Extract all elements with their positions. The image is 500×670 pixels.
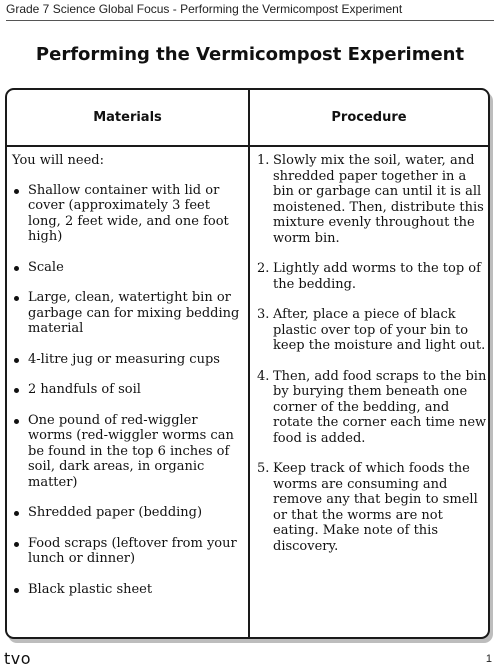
bullet-icon	[14, 189, 19, 194]
material-text: Shallow container with lid or cover (approximately 3 feet long, 2 feet wide, and one foot high)	[28, 182, 229, 244]
step-text: Then, add food scraps to the bin by burying them beneath one corner of the bedding, and rotate the corner each time new food is added.	[273, 368, 487, 446]
experiment-table	[5, 88, 490, 639]
bullet-icon	[14, 588, 19, 593]
procedure-cell	[257, 153, 489, 569]
bullet-icon	[14, 296, 19, 301]
material-text: 2 handfuls of soil	[28, 382, 141, 397]
bullet-icon	[14, 419, 19, 424]
list-item	[12, 290, 244, 337]
procedure-list	[257, 153, 489, 554]
material-text: One pound of red-wiggler worms (red-wiggler worms can be found in the top 6 inches of soil, dark areas, in organic matter)	[28, 412, 234, 490]
table-header-row	[7, 90, 488, 147]
list-item	[12, 582, 244, 598]
bullet-icon	[14, 388, 19, 393]
list-item	[12, 260, 244, 276]
page-number: 1	[485, 653, 492, 665]
list-item	[12, 382, 244, 398]
material-text: 4-litre jug or measuring cups	[28, 351, 220, 367]
page-header: Grade 7 Science Global Focus - Performing the Vermicompost Experiment	[6, 2, 403, 16]
list-item	[12, 413, 244, 491]
list-item	[257, 461, 489, 554]
materials-header: Materials	[93, 110, 162, 125]
tvo-logo: tvo	[4, 649, 32, 668]
list-item	[257, 307, 489, 354]
bullet-icon	[14, 511, 19, 516]
material-text: Black plastic sheet	[28, 581, 153, 597]
list-item	[257, 153, 489, 246]
list-item	[257, 261, 489, 292]
step-number: 5.	[257, 461, 270, 476]
procedure-header: Procedure	[331, 110, 407, 125]
bullet-icon	[14, 358, 19, 363]
material-text: Shredded paper (bedding)	[28, 505, 203, 520]
bullet-icon	[14, 266, 19, 271]
step-text: After, place a piece of black plastic over top of your bin to keep the moisture and light out.	[273, 307, 486, 353]
column-divider	[248, 90, 250, 637]
step-number: 4.	[257, 368, 270, 384]
bullet-icon	[14, 542, 19, 547]
materials-cell	[12, 153, 244, 612]
list-item	[12, 352, 244, 368]
step-text: Lightly add worms to the top of the bedding.	[273, 261, 481, 292]
step-number: 1.	[257, 153, 270, 168]
list-item	[12, 536, 244, 567]
step-number: 2.	[257, 261, 270, 276]
step-number: 3.	[257, 307, 270, 322]
material-text: Large, clean, watertight bin or garbage can for mixing bedding material	[28, 290, 240, 336]
list-item	[12, 505, 244, 521]
materials-intro: You will need:	[12, 153, 104, 168]
step-text: Slowly mix the soil, water, and shredded paper together in a bin or garbage can until it is all moistened. Then, distribute this mixture evenly throughout the worm bin.	[273, 153, 484, 246]
material-text: Scale	[28, 259, 64, 275]
list-item	[257, 369, 489, 447]
header-divider	[6, 20, 494, 21]
step-text: Keep track of which foods the worms are consuming and remove any that begin to smell or that the worms are not eating. Make note of this discovery.	[273, 461, 478, 554]
materials-list	[12, 183, 244, 598]
list-item	[12, 183, 244, 245]
material-text: Food scraps (leftover from your lunch or dinner)	[28, 535, 237, 566]
page-title: Performing the Vermicompost Experiment	[35, 44, 465, 65]
